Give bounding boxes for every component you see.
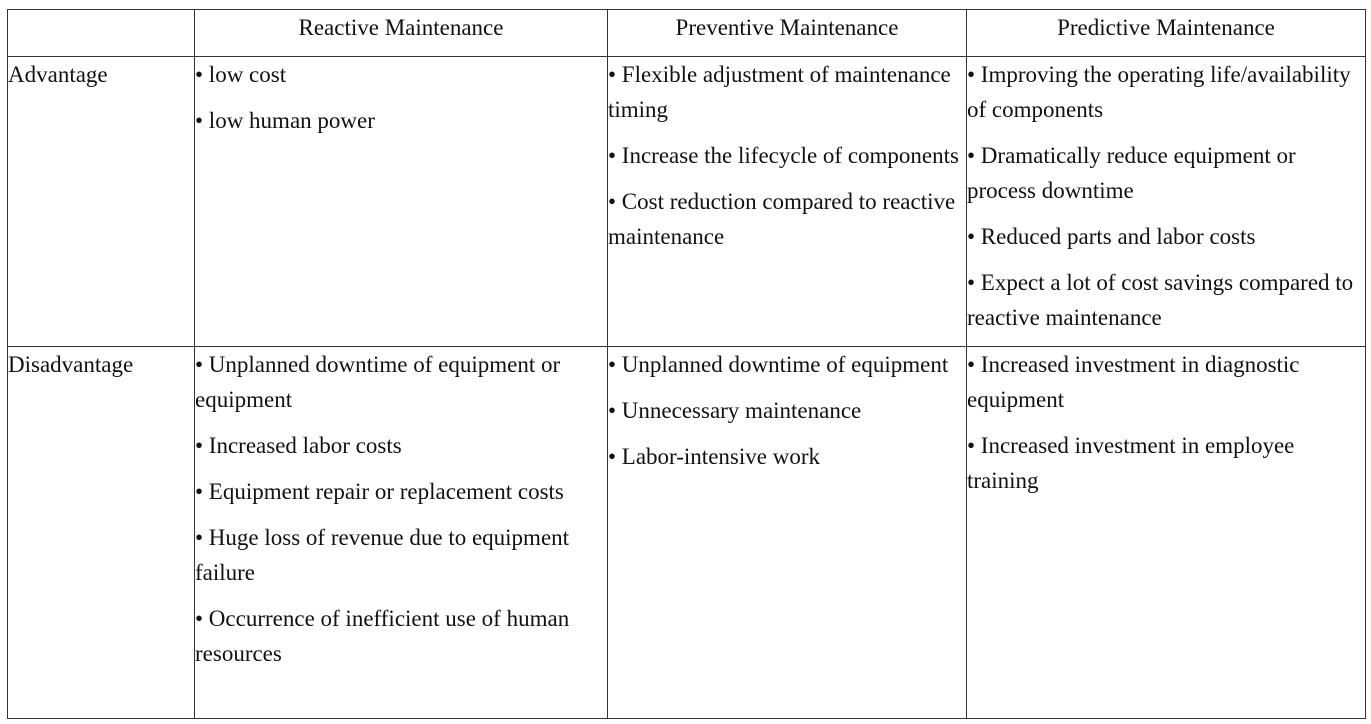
disadvantage-predictive-cell — [967, 347, 1366, 719]
list-item: • Increased investment in employee training — [967, 433, 1295, 493]
list-item: • Labor-intensive work — [608, 444, 820, 469]
list-item: • Unplanned downtime of equipment or equipment — [195, 352, 561, 412]
maintenance-comparison-table — [7, 9, 1366, 719]
list-item: • low cost — [195, 62, 287, 87]
header-corner — [8, 10, 195, 57]
list-item: • Increased investment in diagnostic equipment — [967, 352, 1300, 412]
row-label-advantage: Advantage — [8, 57, 195, 347]
list-item: • Flexible adjustment of maintenance timing — [608, 62, 951, 122]
header-reactive: Reactive Maintenance — [195, 10, 608, 57]
list-item: • low human power — [195, 108, 375, 133]
list-item: • Huge loss of revenue due to equipment failure — [195, 525, 570, 585]
list-item: • Improving the operating life/availability of components — [967, 62, 1351, 122]
list-item: • Equipment repair or replacement costs — [195, 479, 564, 504]
advantage-row — [8, 57, 1366, 347]
list-item: • Cost reduction compared to reactive maintenance — [608, 189, 956, 249]
list-item: • Dramatically reduce equipment or process downtime — [967, 143, 1296, 203]
header-row — [8, 10, 1366, 57]
list-item: • Increase the lifecycle of components — [608, 143, 959, 168]
list-item: • Reduced parts and labor costs — [967, 224, 1256, 249]
header-predictive: Predictive Maintenance — [967, 10, 1366, 57]
list-item: • Increased labor costs — [195, 433, 402, 458]
list-item: • Unplanned downtime of equipment — [608, 352, 949, 377]
list-item: • Expect a lot of cost savings compared to reactive maintenance — [967, 270, 1354, 330]
advantage-reactive-cell — [195, 57, 608, 347]
advantage-preventive-cell — [608, 57, 967, 347]
list-item: • Unnecessary maintenance — [608, 398, 862, 423]
disadvantage-row — [8, 347, 1366, 719]
header-preventive: Preventive Maintenance — [608, 10, 967, 57]
row-label-disadvantage: Disadvantage — [8, 347, 195, 719]
disadvantage-reactive-cell — [195, 347, 608, 719]
list-item: • Occurrence of inefficient use of human resources — [195, 606, 570, 666]
advantage-predictive-cell — [967, 57, 1366, 347]
disadvantage-preventive-cell — [608, 347, 967, 719]
